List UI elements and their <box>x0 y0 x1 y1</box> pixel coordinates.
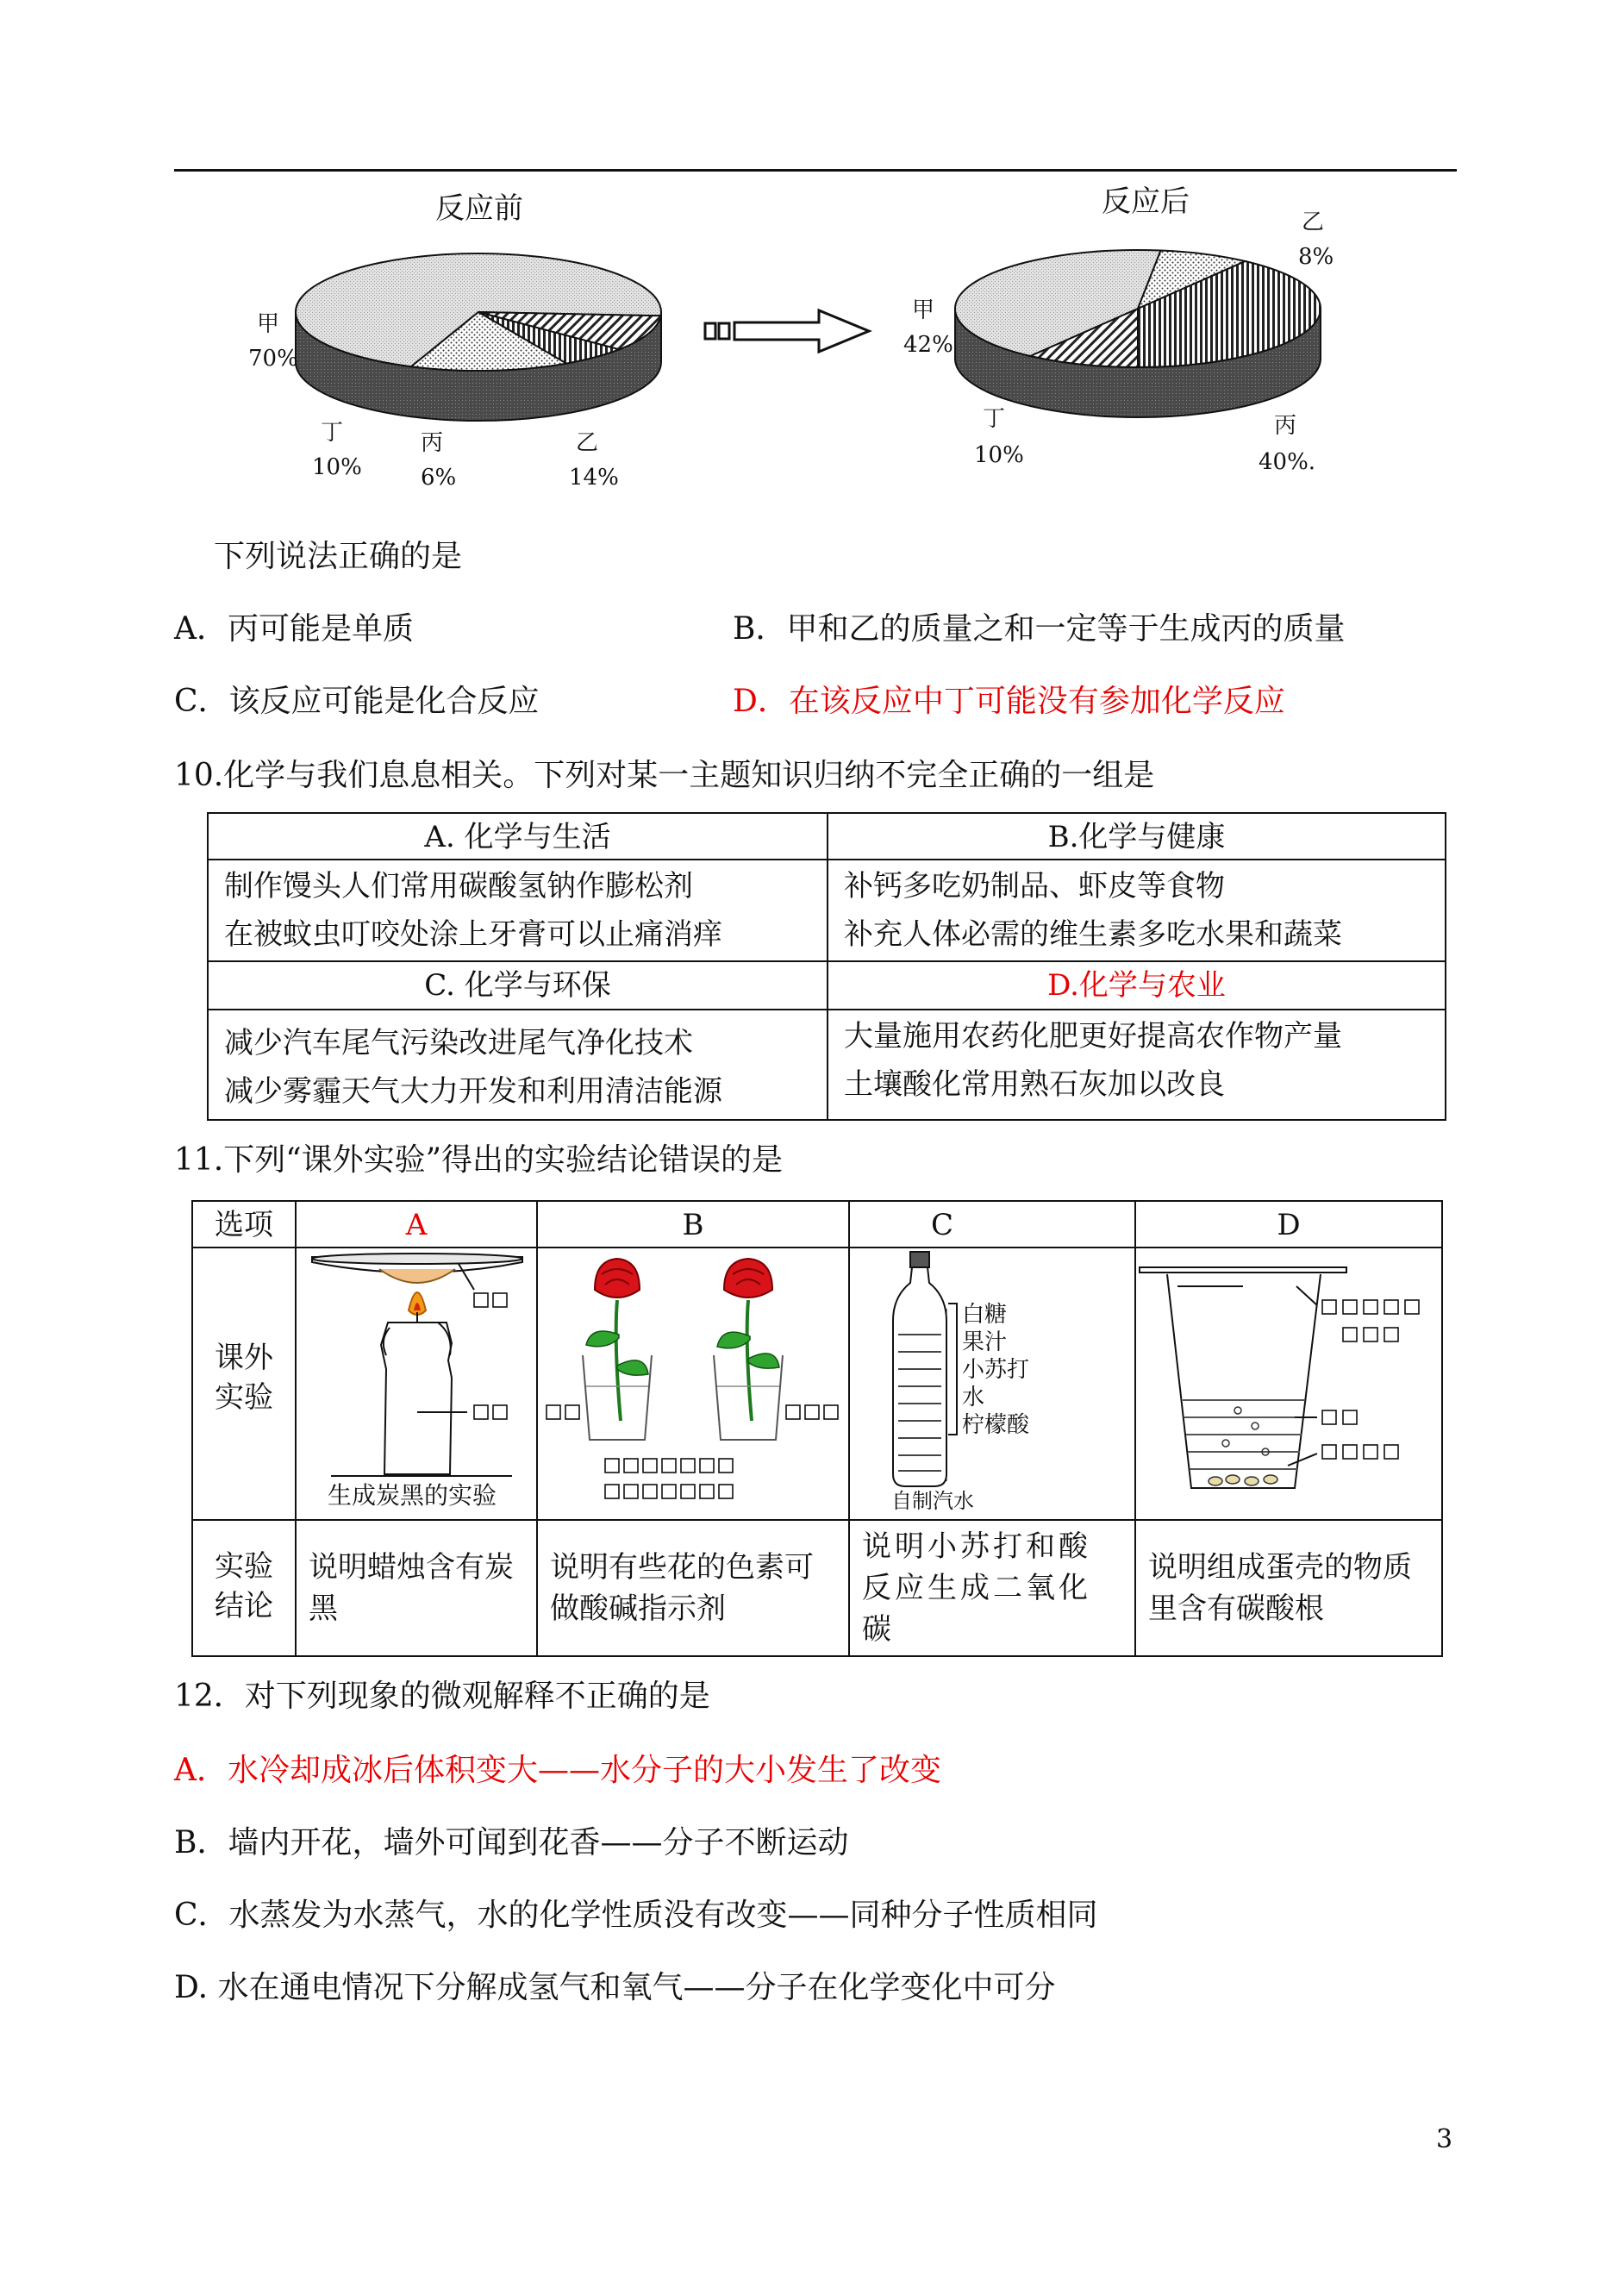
q11-exp-d <box>1134 1247 1443 1521</box>
q11-d-concl: 说明组成蛋壳的物质里含有碳酸根 <box>1134 1519 1443 1657</box>
q10-d-line2: 土壤酸化常用熟石灰加以改良 <box>844 1067 1225 1102</box>
q11-c-label-3: 水 <box>962 1385 985 1410</box>
q12-option-a-text: A．水冷却成冰后体积变大——水分子的大小发生了改变 <box>174 1753 941 1788</box>
q10-c-body <box>207 1009 828 1121</box>
q11-exp-b <box>536 1247 850 1521</box>
q12-option-a <box>174 1750 941 1792</box>
q12-stem: 12．对下列现象的微观解释不正确的是 <box>174 1679 710 1714</box>
q9-stem: 下列说法正确的是 <box>214 539 463 574</box>
rose-right-icon <box>717 1259 779 1421</box>
pie-before-ding-name: 丁 <box>321 420 344 446</box>
pie-before-ding-pct: 10% <box>312 454 362 480</box>
q10-b-line1: 补钙多吃奶制品、虾皮等食物 <box>844 869 1225 904</box>
q11-c-caption: 自制汽水 <box>891 1489 974 1513</box>
q11-stem: 11.下列“课外实验”得出的实验结论错误的是 <box>174 1142 784 1178</box>
q11-table <box>191 1200 1443 1657</box>
q11-col-b: B <box>536 1200 850 1248</box>
q9-option-c: C．该反应可能是化合反应 <box>174 684 540 719</box>
q11-row-exp-cell <box>191 1247 297 1521</box>
soda-bottle-illustration <box>850 1248 1134 1519</box>
pie-after-bing-pct: 40%. <box>1259 449 1316 475</box>
q9-option-b: B．甲和乙的质量之和一定等于生成丙的质量 <box>733 611 1346 647</box>
q11-b-concl: 说明有些花的色素可做酸碱指示剂 <box>536 1519 850 1657</box>
q11-row-concl: 实验 结论 <box>215 1549 273 1623</box>
q10-b-body <box>827 859 1446 962</box>
pie-before-bing-name: 丙 <box>421 430 444 456</box>
q11-a-caption: 生成炭黑的实验 <box>328 1481 497 1510</box>
q10-b-head: B.化学与健康 <box>827 812 1446 860</box>
q11-c-label-2: 小苏打 <box>962 1357 1030 1383</box>
q10-d-body <box>827 1009 1446 1121</box>
q10-c-line1: 减少汽车尾气污染改进尾气净化技术 <box>224 1026 693 1060</box>
q9-option-a: A．丙可能是单质 <box>174 611 414 647</box>
pie-before-yi-pct: 14% <box>569 465 619 491</box>
q12-option-b: B．墙内开花，墙外可闻到花香——分子不断运动 <box>174 1825 849 1860</box>
pie-after <box>955 250 1321 417</box>
rose-left-icon <box>586 1259 648 1421</box>
q10-a-body <box>207 859 828 962</box>
pie-charts <box>0 172 1624 509</box>
q11-col-a: A <box>295 1200 538 1248</box>
q11-exp-a <box>295 1247 538 1521</box>
q10-c-head: C. 化学与环保 <box>207 960 828 1010</box>
pie-before <box>296 253 661 421</box>
pie-after-title: 反应后 <box>1102 184 1190 219</box>
q10-a-line1: 制作馒头人们常用碳酸氢钠作膨松剂 <box>224 869 693 904</box>
pie-after-jia-pct: 42% <box>903 332 953 358</box>
q10-d-line1: 大量施用农药化肥更好提高农作物产量 <box>844 1019 1342 1054</box>
header-rule <box>174 169 1457 172</box>
q11-row-exp: 课外 实验 <box>215 1341 273 1415</box>
q10-stem: 10.化学与我们息息相关。下列对某一主题知识归纳不完全正确的一组是 <box>174 758 1155 793</box>
pie-after-yi-pct: 8% <box>1298 244 1334 270</box>
candle-plate-illustration <box>297 1248 536 1519</box>
pie-before-title: 反应前 <box>435 191 523 226</box>
q10-a-line2: 在被蚊虫叮咬处涂上牙膏可以止痛消痒 <box>224 917 722 952</box>
pie-before-yi-name: 乙 <box>576 430 599 456</box>
roses-in-glasses-illustration <box>538 1248 848 1519</box>
pie-after-jia-name: 甲 <box>912 297 935 323</box>
q12-option-d: D. 水在通电情况下分解成氢气和氧气——分子在化学变化中可分 <box>174 1970 1056 2005</box>
q11-a-concl: 说明蜡烛含有炭黑 <box>295 1519 538 1657</box>
arrow-icon <box>705 310 869 352</box>
pie-before-jia-name: 甲 <box>257 311 280 337</box>
q10-table <box>207 812 1446 1121</box>
q10-a-head: A. 化学与生活 <box>207 812 828 860</box>
q11-col-c: C <box>848 1200 1136 1248</box>
q9-option-d: D．在该反应中丁可能没有参加化学反应 <box>733 684 1285 719</box>
pie-before-bing-pct: 6% <box>421 465 457 491</box>
q10-d-head: D.化学与农业 <box>827 960 1446 1010</box>
q11-c-concl: 说明小苏打和酸反应生成二氧化碳 <box>848 1519 1136 1657</box>
eggshell-beaker-illustration <box>1136 1248 1441 1519</box>
pie-after-ding-pct: 10% <box>974 442 1024 468</box>
q10-b-line2: 补充人体必需的维生素多吃水果和蔬菜 <box>844 917 1342 952</box>
pie-after-bing-name: 丙 <box>1274 413 1297 439</box>
pie-after-ding-name: 丁 <box>983 406 1006 432</box>
q11-col-option: 选项 <box>191 1200 297 1248</box>
q11-exp-c <box>848 1247 1136 1521</box>
page-number: 3 <box>1436 2124 1453 2154</box>
q11-row-concl-cell <box>191 1519 297 1657</box>
q10-c-line2: 减少雾霾天气大力开发和利用清洁能源 <box>224 1074 722 1109</box>
q11-c-label-1: 果汁 <box>962 1329 1008 1355</box>
q11-c-label-0: 白糖 <box>962 1302 1008 1328</box>
q11-c-label-4: 柠檬酸 <box>962 1412 1030 1438</box>
q11-col-d: D <box>1134 1200 1443 1248</box>
pie-before-jia-pct: 70% <box>248 346 298 372</box>
q12-option-c: C．水蒸发为水蒸气，水的化学性质没有改变——同种分子性质相同 <box>174 1898 1098 1933</box>
pie-after-yi-name: 乙 <box>1302 209 1325 235</box>
